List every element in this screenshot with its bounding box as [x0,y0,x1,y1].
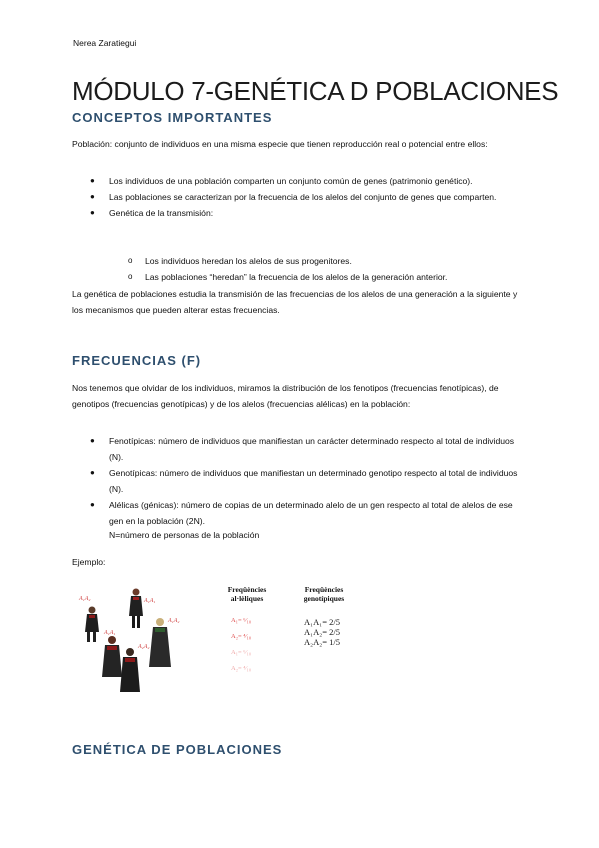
list-item: ● Los individuos de una población comparten un conjunto común de genes (patrimonio genético). [109,173,529,189]
genotype-value: A₁A₂= 2/5 [304,627,340,637]
person-figure [120,648,140,692]
list-item: ● Genética de la transmisión: [109,205,529,221]
section-heading-frecuencias: FRECUENCIAS (F) [72,353,202,368]
allele-frequencies-title: Freqüències al·lèliques [227,585,267,603]
example-label: Ejemplo: [72,557,106,567]
allele-value: A₂= ⁴⁄₁₀ [231,665,252,672]
bullet-list-conceptos [90,173,529,221]
genotype-label: A₂A₂ [138,644,150,650]
section-heading-genetica-poblaciones: GENÉTICA DE POBLACIONES [72,742,283,757]
genotype-label: A₁A₁ [144,598,156,604]
allele-value: A₂= ⁴⁄₁₀ [231,633,252,640]
list-item: o Las poblaciones “heredan” la frecuencia de los alelos de la generación anterior. [145,269,525,285]
page-title: MÓDULO 7-GENÉTICA D POBLACIONES [72,76,559,106]
list-item: ● Alélicas (génicas): número de copias de un determinado alelo de un gen respecto al total de alelos de ese gen en la población (2N). [109,497,529,529]
author-name: Nerea Zaratiegui [73,38,137,48]
bullet-icon: ● [90,500,95,509]
circle-bullet-icon: o [128,256,133,265]
paragraph-poblacion: Población: conjunto de individuos en una misma especie que tienen reproducción real o potencial entre ellos: [72,139,488,149]
people-illustration [78,582,188,702]
list-item: ● Fenotípicas: número de individuos que manifiestan un carácter determinado respecto al total de individuos (N). [109,433,529,465]
genotype-label: A₁A₂ [79,596,91,602]
person-figure [85,607,99,643]
bullet-icon: ● [90,192,95,201]
genotype-label: A₁A₁ [104,630,116,636]
allele-value: A₁= ⁶⁄₁₀ [231,617,252,624]
bullet-icon: ● [90,468,95,477]
bullet-icon: ● [90,208,95,217]
bullet-icon: ● [90,176,95,185]
list-item: o Los individuos heredan los alelos de sus progenitores. [145,253,525,269]
person-figure [149,618,171,667]
bullet-list-frecuencias [90,433,529,529]
genotype-frequencies-title: Freqüències genotípiques [303,585,345,603]
person-figure [129,589,143,629]
list-item: ● Genotípicas: número de individuos que manifiestan un determinado genotipo respecto al total de individuos (N). [109,465,529,497]
sub-bullet-list [128,253,525,285]
genotype-label: A₁A₂ [168,618,180,624]
bullet-icon: ● [90,436,95,445]
genotype-value: A₁A₁= 2/5 [304,617,340,627]
paragraph-genetica-poblaciones: La genética de poblaciones estudia la transmisión de las frecuencias de los alelos de una generación a la siguiente y los mecanismos que pueden alterar estas frecuencias. [72,289,518,315]
paragraph-frecuencias: Nos tenemos que olvidar de los individuos, miramos la distribución de los fenotipos (frecuencias fenotípicas), de genotipos (frecuencias genotípicas) y de los alelos (frecuencias alélicas) en la población: [72,383,499,409]
list-item: ● Las poblaciones se caracterizan por la frecuencia de los alelos del conjunto de genes que comparten. [109,189,529,205]
circle-bullet-icon: o [128,272,133,281]
note-n: N=número de personas de la población [109,530,260,540]
person-figure [102,636,122,677]
genotype-value: A₂A₂= 1/5 [304,637,340,647]
allele-value: A₁= ⁶⁄₁₀ [231,649,252,656]
section-heading-conceptos: CONCEPTOS IMPORTANTES [72,110,273,125]
